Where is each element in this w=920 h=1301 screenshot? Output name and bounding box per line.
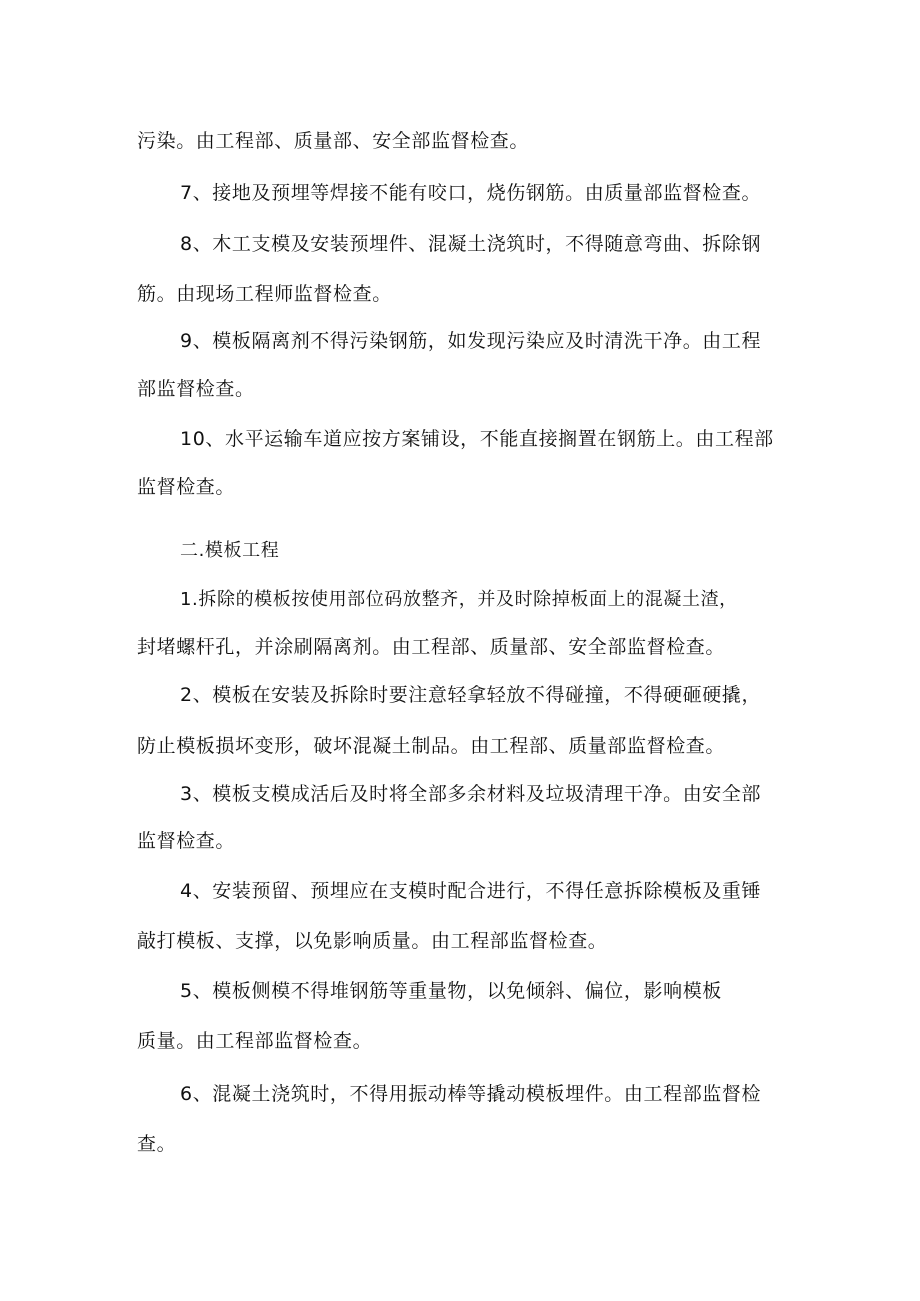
text-line: 封堵螺杆孔，并涂刷隔离剂。由工程部、质量部、安全部监督检查。: [137, 636, 726, 658]
text-line: 10、水平运输车道应按方案铺设，不能直接搁置在钢筋上。由工程部: [180, 428, 774, 450]
text-line: 查。: [137, 1133, 177, 1155]
text-line: 5、模板侧模不得堆钢筋等重量物，以免倾斜、偏位，影响模板: [180, 980, 722, 1002]
text-line: 筋。由现场工程师监督检查。: [137, 283, 392, 305]
text-line: 监督检查。: [137, 830, 236, 852]
text-line: 1.拆除的模板按使用部位码放整齐，并及时除掉板面上的混凝土渣，: [180, 589, 738, 610]
text-line: 质量。由工程部监督检查。: [137, 1030, 373, 1052]
text-line: 2、模板在安装及拆除时要注意轻拿轻放不得碰撞，不得硬砸硬撬，: [180, 684, 762, 706]
text-line: 6、混凝土浇筑时，不得用振动棒等撬动模板埋件。由工程部监督检: [180, 1083, 762, 1105]
text-line: 8、木工支模及安装预埋件、混凝土浇筑时，不得随意弯曲、拆除钢: [180, 233, 762, 255]
text-line: 部监督检查。: [137, 378, 255, 400]
text-line: 7、接地及预埋等焊接不能有咬口，烧伤钢筋。由质量部监督检查。: [180, 182, 762, 204]
text-line: 9、模板隔离剂不得污染钢筋，如发现污染应及时清洗干净。由工程: [180, 330, 762, 352]
text-line: 污染。由工程部、质量部、安全部监督检查。: [137, 130, 530, 152]
text-line: 防止模板损坏变形，破坏混凝土制品。由工程部、质量部监督检查。: [137, 735, 726, 757]
text-line: 3、模板支模成活后及时将全部多余材料及垃圾清理干净。由安全部: [180, 783, 762, 805]
text-line: 4、安装预留、预埋应在支模时配合进行，不得任意拆除模板及重锤: [180, 880, 762, 902]
section-heading: 二.模板工程: [180, 540, 280, 561]
text-line: 监督检查。: [137, 476, 236, 498]
text-line: 敲打模板、支撑，以免影响质量。由工程部监督检查。: [137, 930, 608, 952]
